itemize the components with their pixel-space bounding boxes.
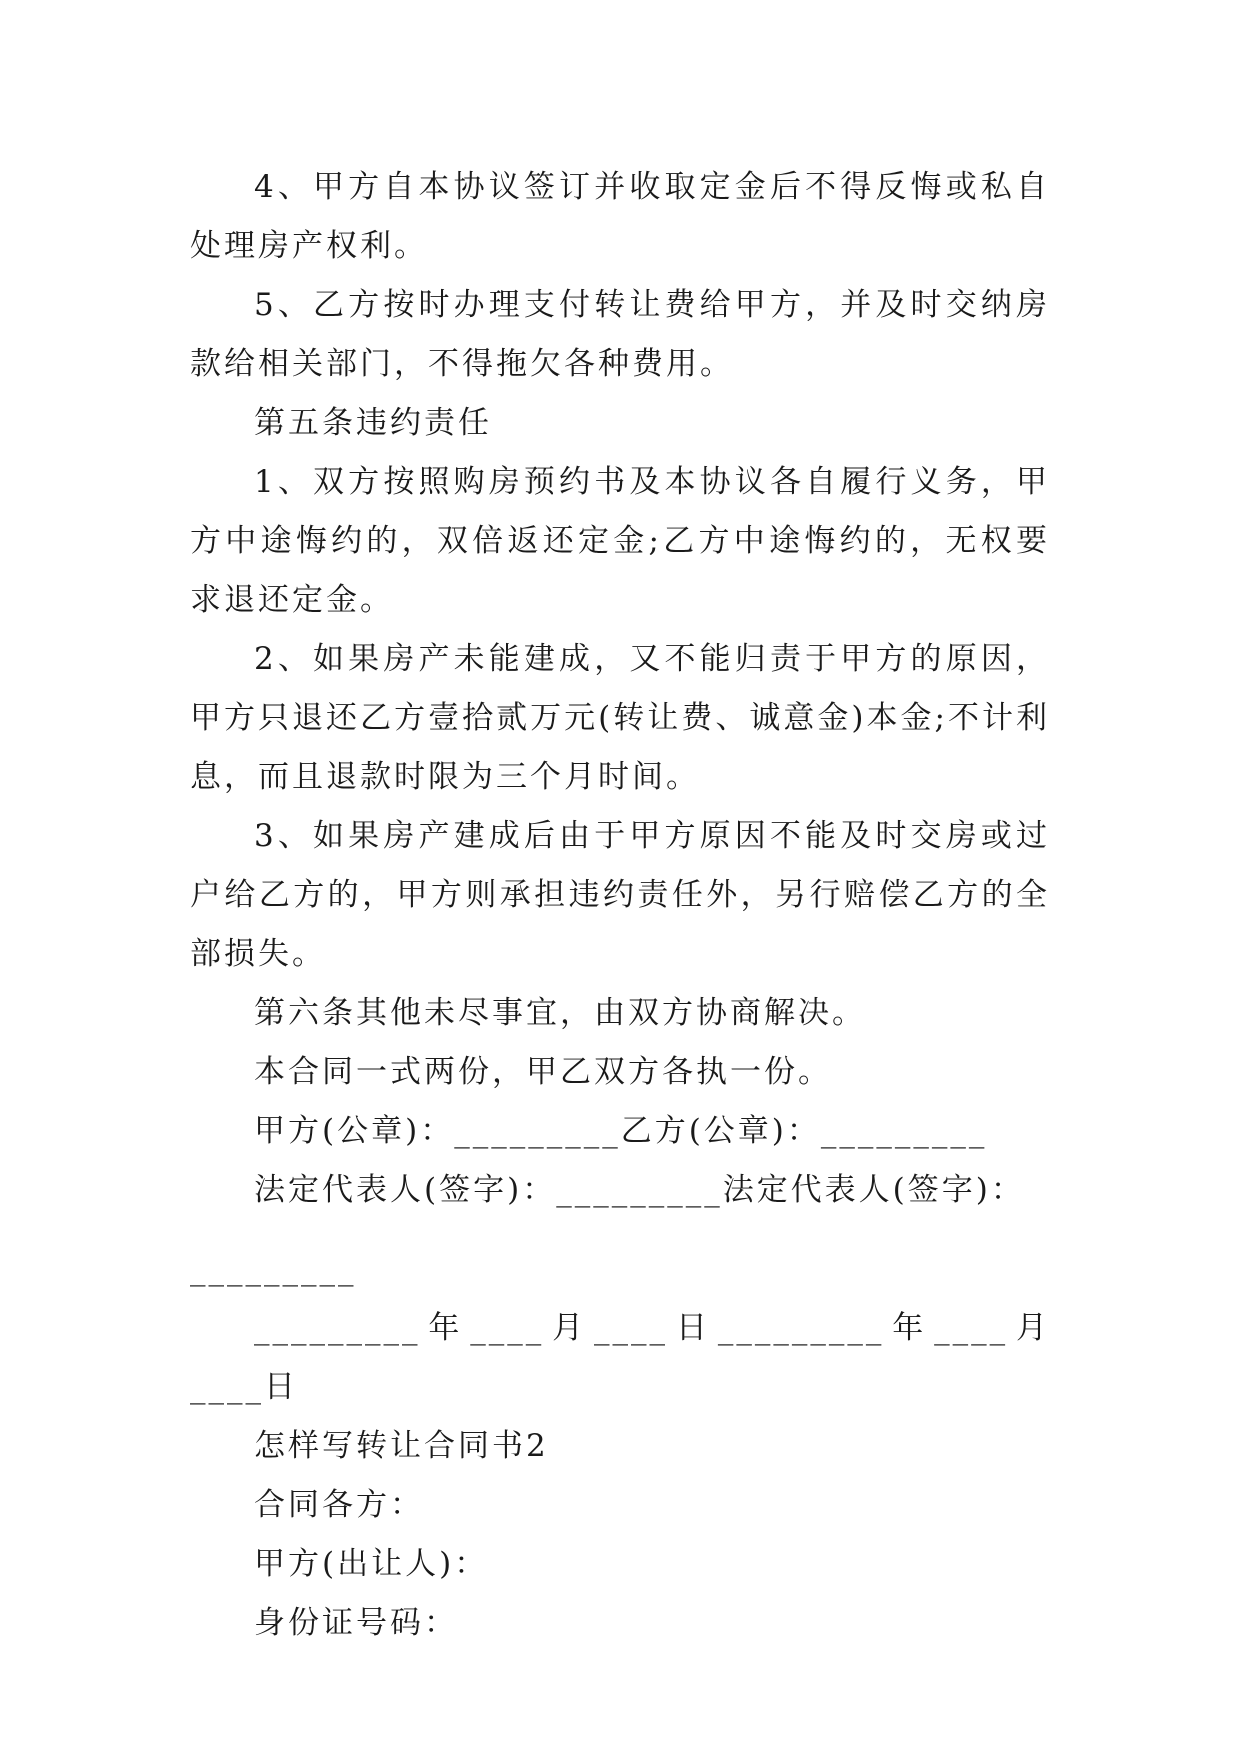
breach-clause-3: 3、如果房产建成后由于甲方原因不能及时交房或过户给乙方的，甲方则承担违约责任外，另行赔偿乙方的全部损失。: [190, 818, 1050, 972]
signature-blank: _________: [190, 1251, 357, 1287]
date-line: _________年____月____日_________年____月____日: [190, 1310, 1050, 1405]
parties-heading: 合同各方：: [254, 1487, 424, 1523]
article-5-heading: 第五条违约责任: [254, 405, 492, 441]
clause-4: 4、甲方自本协议签订并收取定金后不得反悔或私自处理房产权利。: [190, 169, 1050, 264]
breach-clause-1: 1、双方按照购房预约书及本协议各自履行义务，甲方中途悔约的，双倍返还定金;乙方中途悔约的，无权要求退还定金。: [190, 464, 1050, 618]
article-6: 第六条其他未尽事宜，由双方协商解决。: [254, 995, 866, 1031]
clause-5: 5、乙方按时办理支付转让费给甲方，并及时交纳房款给相关部门，不得拖欠各种费用。: [190, 287, 1050, 382]
party-seals-line: 甲方(公章)：_________乙方(公章)：_________: [254, 1113, 988, 1149]
breach-clause-2: 2、如果房产未能建成，又不能归责于甲方的原因，甲方只退还乙方壹拾贰万元(转让费、诚意金)本金;不计利息，而且退款时限为三个月时间。: [190, 641, 1050, 795]
legal-representative-line: 法定代表人(签字)：_________法定代表人(签字)：: [254, 1172, 1025, 1208]
document-body: [190, 158, 1050, 1653]
party-a-label: 甲方(出让人)：: [254, 1546, 489, 1582]
copies-statement: 本合同一式两份，甲乙双方各执一份。: [254, 1054, 832, 1090]
section-title: 怎样写转让合同书2: [254, 1428, 549, 1464]
id-number-label: 身份证号码：: [254, 1605, 458, 1641]
